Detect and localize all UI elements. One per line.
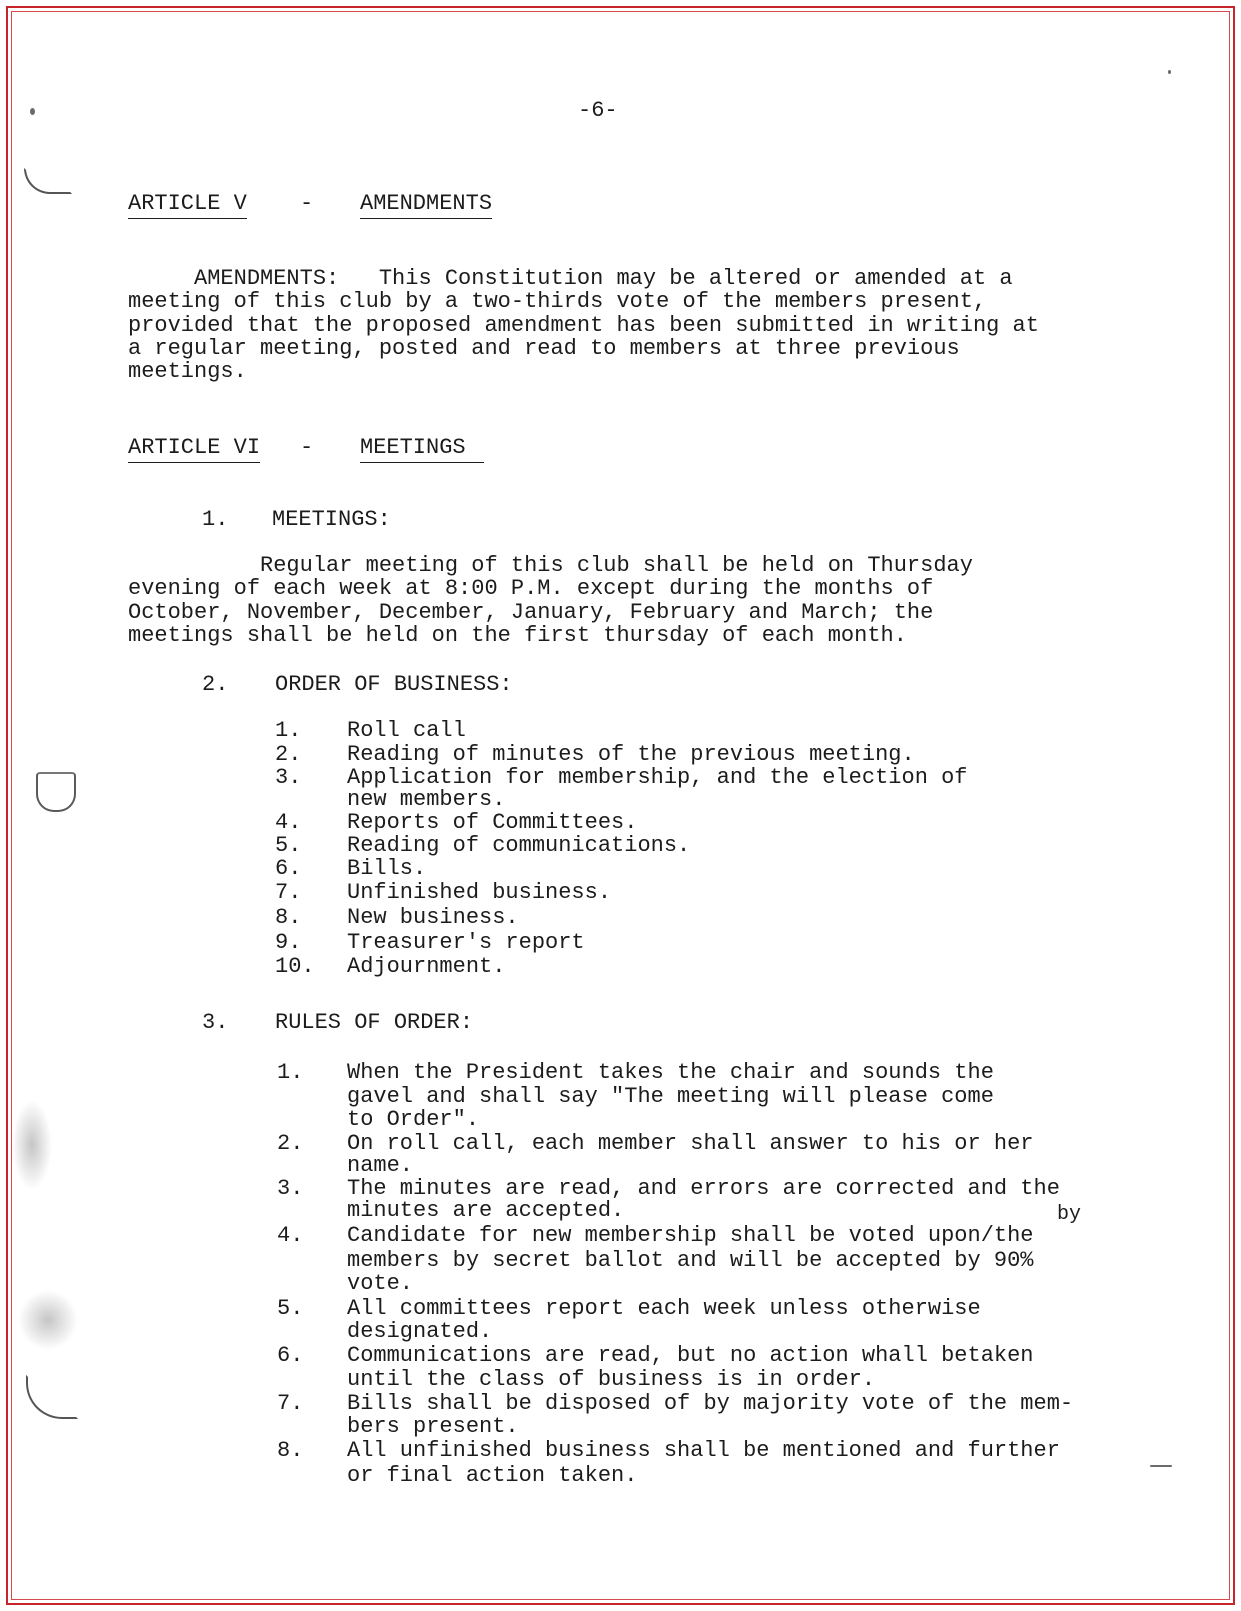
article-6-label: ARTICLE VI bbox=[128, 437, 260, 463]
list-item-text: minutes are accepted. bbox=[347, 1198, 625, 1223]
paragraph-line: provided that the proposed amendment has been submitted in writing at bbox=[128, 313, 1039, 338]
list-item-text: Treasurer's report bbox=[347, 930, 585, 955]
list-item-text: Application for membership, and the election of bbox=[347, 765, 968, 790]
paragraph-line: a regular meeting, posted and read to members at three previous bbox=[128, 336, 960, 361]
list-item-text: Candidate for new membership shall be voted upon/the bbox=[347, 1223, 1034, 1248]
list-item-text: Communications are read, but no action whall betaken bbox=[347, 1343, 1034, 1368]
list-item-number: 3. bbox=[275, 765, 302, 790]
list-item-text: gavel and shall say "The meeting will please come bbox=[347, 1084, 994, 1109]
list-item-text: All committees report each week unless otherwise bbox=[347, 1296, 981, 1321]
article-5-label: ARTICLE V bbox=[128, 193, 247, 219]
list-item-text: All unfinished business shall be mentioned and further bbox=[347, 1438, 1060, 1463]
list-item-text: Reports of Committees. bbox=[347, 810, 638, 835]
list-item-text: On roll call, each member shall answer to his or her bbox=[347, 1131, 1034, 1156]
list-item-number: 4. bbox=[275, 810, 302, 835]
list-item-number: 1. bbox=[277, 1060, 304, 1085]
paragraph-line: October, November, December, January, February and March; the bbox=[128, 600, 934, 625]
section-1-number: 1. bbox=[202, 507, 229, 532]
list-item-text: name. bbox=[347, 1153, 414, 1178]
list-item-number: 5. bbox=[275, 833, 302, 858]
list-item-text: Unfinished business. bbox=[347, 880, 612, 905]
list-item-number: 3. bbox=[277, 1176, 304, 1201]
list-item-text: The minutes are read, and errors are corrected and the bbox=[347, 1176, 1060, 1201]
list-item-number: 4. bbox=[277, 1223, 304, 1248]
list-item-number: 9. bbox=[275, 930, 302, 955]
list-item-text: members by secret ballot and will be accepted by 90% bbox=[347, 1248, 1034, 1273]
list-item-number: 6. bbox=[277, 1343, 304, 1368]
list-item-text: New business. bbox=[347, 905, 519, 930]
list-item-number: 7. bbox=[275, 880, 302, 905]
list-item-number: 2. bbox=[277, 1131, 304, 1156]
list-item-text: or final action taken. bbox=[347, 1463, 638, 1488]
list-item-text: Reading of communications. bbox=[347, 833, 691, 858]
list-item-text: vote. bbox=[347, 1271, 414, 1296]
section-2-title: ORDER OF BUSINESS: bbox=[275, 672, 513, 697]
list-item-number: 1. bbox=[275, 718, 302, 743]
list-item-number: 5. bbox=[277, 1296, 304, 1321]
list-item-text: Bills shall be disposed of by majority vote of the mem- bbox=[347, 1391, 1074, 1416]
list-item-text: Adjournment. bbox=[347, 954, 506, 979]
paragraph-line: AMENDMENTS: This Constitution may be altered or amended at a bbox=[128, 266, 1013, 291]
list-item-text: designated. bbox=[347, 1319, 493, 1344]
list-item-text: When the President takes the chair and sounds the bbox=[347, 1060, 994, 1085]
list-item-text: Roll call bbox=[347, 718, 466, 743]
article-6-title: MEETINGS bbox=[360, 437, 484, 463]
paragraph-line: Regular meeting of this club shall be held on Thursday bbox=[128, 553, 973, 578]
article-6-dash: - bbox=[300, 435, 314, 460]
list-item-text: Bills. bbox=[347, 856, 427, 881]
article-5-dash: - bbox=[300, 191, 314, 216]
article-5-title: AMENDMENTS bbox=[360, 193, 492, 219]
list-item-number: 8. bbox=[275, 905, 302, 930]
paragraph-line: meetings. bbox=[128, 359, 247, 384]
paragraph-line: meetings shall be held on the first thursday of each month. bbox=[128, 623, 907, 648]
list-item-text: new members. bbox=[347, 787, 506, 812]
list-item-number: 10. bbox=[275, 954, 315, 979]
page-number: -6- bbox=[578, 98, 618, 123]
list-item-text: to Order". bbox=[347, 1107, 480, 1132]
list-item-number: 7. bbox=[277, 1391, 304, 1416]
list-item-number: 8. bbox=[277, 1438, 304, 1463]
section-2-number: 2. bbox=[202, 672, 229, 697]
list-item-number: 2. bbox=[275, 742, 302, 767]
section-1-title: MEETINGS: bbox=[272, 507, 391, 532]
list-item-text: Reading of minutes of the previous meeting. bbox=[347, 742, 915, 767]
paragraph-line: meeting of this club by a two-thirds vote of the members present, bbox=[128, 289, 987, 314]
section-3-number: 3. bbox=[202, 1010, 229, 1035]
paragraph-line: evening of each week at 8:00 P.M. except during the months of bbox=[128, 576, 934, 601]
list-item-number: 6. bbox=[275, 856, 302, 881]
list-item-text: until the class of business is in order. bbox=[347, 1367, 876, 1392]
handwritten-insertion: by bbox=[1057, 1203, 1082, 1226]
section-3-title: RULES OF ORDER: bbox=[275, 1010, 474, 1035]
list-item-text: bers present. bbox=[347, 1414, 519, 1439]
